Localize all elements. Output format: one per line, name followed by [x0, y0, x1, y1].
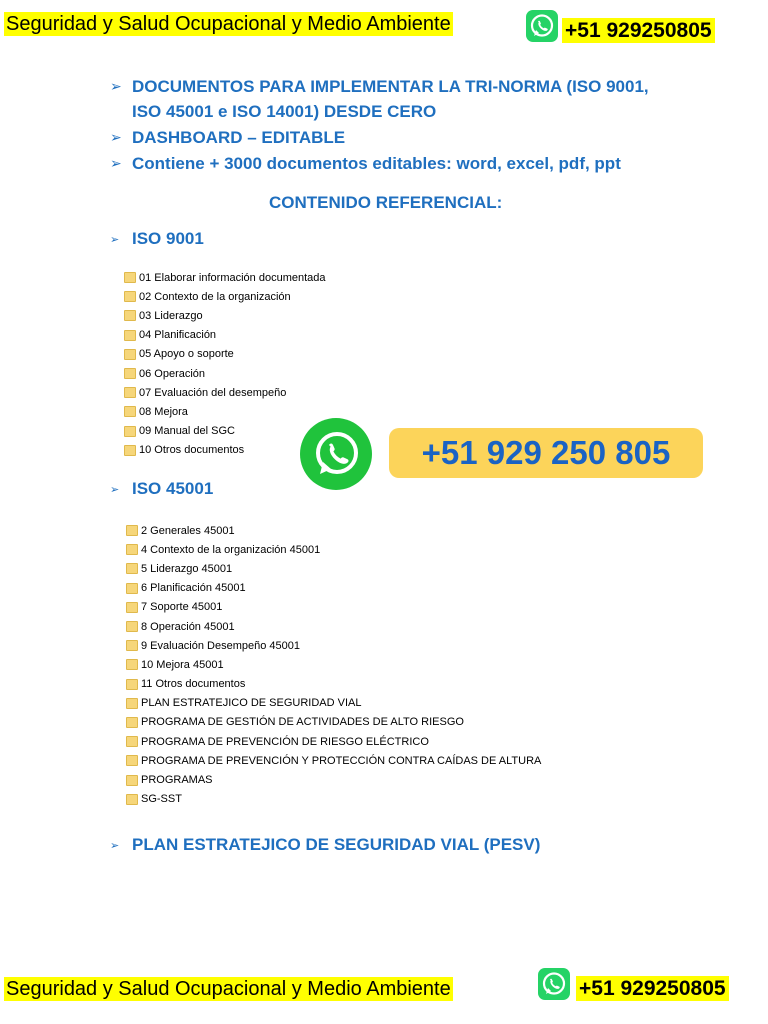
folder-label: 02 Contexto de la organización [139, 290, 291, 303]
folder-label: PROGRAMAS [141, 774, 213, 787]
folder-label: 07 Evaluación del desempeño [139, 386, 287, 399]
folder-icon [124, 426, 136, 437]
folder-item[interactable] [126, 732, 541, 751]
folder-item[interactable] [126, 579, 541, 598]
arrow-icon: ➢ [110, 839, 120, 852]
folder-icon [126, 717, 138, 728]
folder-label: 03 Liderazgo [139, 309, 203, 322]
folder-label: PROGRAMA DE PREVENCIÓN DE RIESGO ELÉCTRICO [141, 735, 429, 748]
folder-icon [124, 387, 136, 398]
bullet-item: ➢ Contiene + 3000 documentos editables: word, excel, pdf, ppt [110, 151, 670, 176]
folder-item[interactable] [124, 268, 326, 287]
arrow-icon: ➢ [110, 155, 122, 171]
folder-label: PROGRAMA DE PREVENCIÓN Y PROTECCIÓN CONTRA CAÍDAS DE ALTURA [141, 754, 542, 767]
folder-item[interactable] [126, 655, 541, 674]
section-title: CONTENIDO REFERENCIAL: [269, 193, 503, 212]
footer-phone[interactable]: +51 929250805 [576, 976, 729, 1001]
folder-label: 6 Planificación 45001 [141, 582, 246, 595]
folder-item[interactable] [124, 422, 326, 441]
folder-item[interactable] [124, 345, 326, 364]
whatsapp-icon[interactable] [538, 968, 570, 1000]
folder-item[interactable] [124, 287, 326, 306]
folder-icon [124, 310, 136, 321]
folder-item[interactable] [126, 770, 541, 789]
folder-icon [126, 544, 138, 555]
folder-icon [126, 583, 138, 594]
folder-label: 2 Generales 45001 [141, 524, 235, 537]
folder-icon [126, 640, 138, 651]
folder-label: 04 Planificación [139, 329, 217, 342]
folder-item[interactable] [126, 598, 541, 617]
folder-label: 09 Manual del SGC [139, 425, 235, 438]
folder-icon [126, 621, 138, 632]
folder-item[interactable] [124, 306, 326, 325]
folder-icon [126, 602, 138, 613]
folder-item[interactable] [124, 383, 326, 402]
folder-label: 10 Mejora 45001 [141, 658, 224, 671]
folder-icon [126, 755, 138, 766]
folder-label: SG-SST [141, 793, 182, 806]
folder-label: PROGRAMA DE GESTIÓN DE ACTIVIDADES DE ALTO RIESGO [141, 716, 464, 729]
bullet-item: ➢ DASHBOARD – EDITABLE [110, 125, 670, 150]
folder-item[interactable] [126, 617, 541, 636]
arrow-icon: ➢ [110, 483, 120, 496]
header-title: Seguridad y Salud Ocupacional y Medio Ambiente [6, 13, 451, 35]
footer-title: Seguridad y Salud Ocupacional y Medio Ambiente [6, 978, 451, 1000]
folder-icon [124, 272, 136, 283]
folder-label: 01 Elaborar información documentada [139, 271, 326, 284]
arrow-icon: ➢ [110, 78, 122, 94]
arrow-icon: ➢ [110, 129, 122, 145]
folder-label: 5 Liderazgo 45001 [141, 562, 233, 575]
whatsapp-icon[interactable] [300, 418, 372, 490]
folder-icon [124, 445, 136, 456]
folder-icon [124, 349, 136, 360]
folder-icon [124, 368, 136, 379]
folder-icon [126, 736, 138, 747]
folder-icon [124, 291, 136, 302]
intro-bullets [110, 74, 670, 177]
pesv-heading: ➢ PLAN ESTRATEJICO DE SEGURIDAD VIAL (PESV) [110, 835, 541, 854]
folder-icon [126, 679, 138, 690]
iso9001-folder-list [124, 268, 326, 460]
folder-item[interactable] [124, 326, 326, 345]
folder-icon [126, 659, 138, 670]
folder-item[interactable] [124, 402, 326, 421]
iso45001-heading: ➢ ISO 45001 [110, 479, 214, 498]
arrow-icon: ➢ [110, 233, 120, 246]
bullet-item: ➢ DOCUMENTOS PARA IMPLEMENTAR LA TRI-NORMA (ISO 9001, ISO 45001 e ISO 14001) DESDE CERO [110, 74, 670, 124]
header-phone[interactable]: +51 929250805 [562, 18, 715, 43]
folder-label: 06 Operación [139, 367, 206, 380]
folder-label: 10 Otros documentos [139, 444, 245, 457]
folder-item[interactable] [126, 521, 541, 540]
promo-phone[interactable]: +51 929 250 805 [389, 428, 703, 478]
folder-label: 7 Soporte 45001 [141, 601, 223, 614]
folder-icon [126, 563, 138, 574]
folder-label: PLAN ESTRATEJICO DE SEGURIDAD VIAL [141, 697, 362, 710]
folder-item[interactable] [126, 694, 541, 713]
folder-label: 08 Mejora [139, 405, 188, 418]
folder-item[interactable] [126, 559, 541, 578]
folder-item[interactable] [126, 790, 541, 809]
folder-label: 11 Otros documentos [141, 678, 246, 691]
iso9001-heading: ➢ ISO 9001 [110, 229, 204, 248]
folder-icon [124, 406, 136, 417]
folder-icon [126, 698, 138, 709]
whatsapp-icon[interactable] [526, 10, 558, 42]
folder-icon [126, 775, 138, 786]
folder-label: 4 Contexto de la organización 45001 [141, 543, 321, 556]
folder-item[interactable] [124, 441, 326, 460]
folder-label: 05 Apoyo o soporte [139, 348, 234, 361]
folder-item[interactable] [126, 636, 541, 655]
folder-label: 9 Evaluación Desempeño 45001 [141, 639, 301, 652]
folder-label: 8 Operación 45001 [141, 620, 235, 633]
folder-icon [126, 794, 138, 805]
folder-icon [126, 525, 138, 536]
iso45001-folder-list [126, 521, 541, 809]
folder-item[interactable] [124, 364, 326, 383]
folder-item[interactable] [126, 751, 541, 770]
folder-item[interactable] [126, 540, 541, 559]
folder-icon [124, 330, 136, 341]
folder-item[interactable] [126, 675, 541, 694]
folder-item[interactable] [126, 713, 541, 732]
